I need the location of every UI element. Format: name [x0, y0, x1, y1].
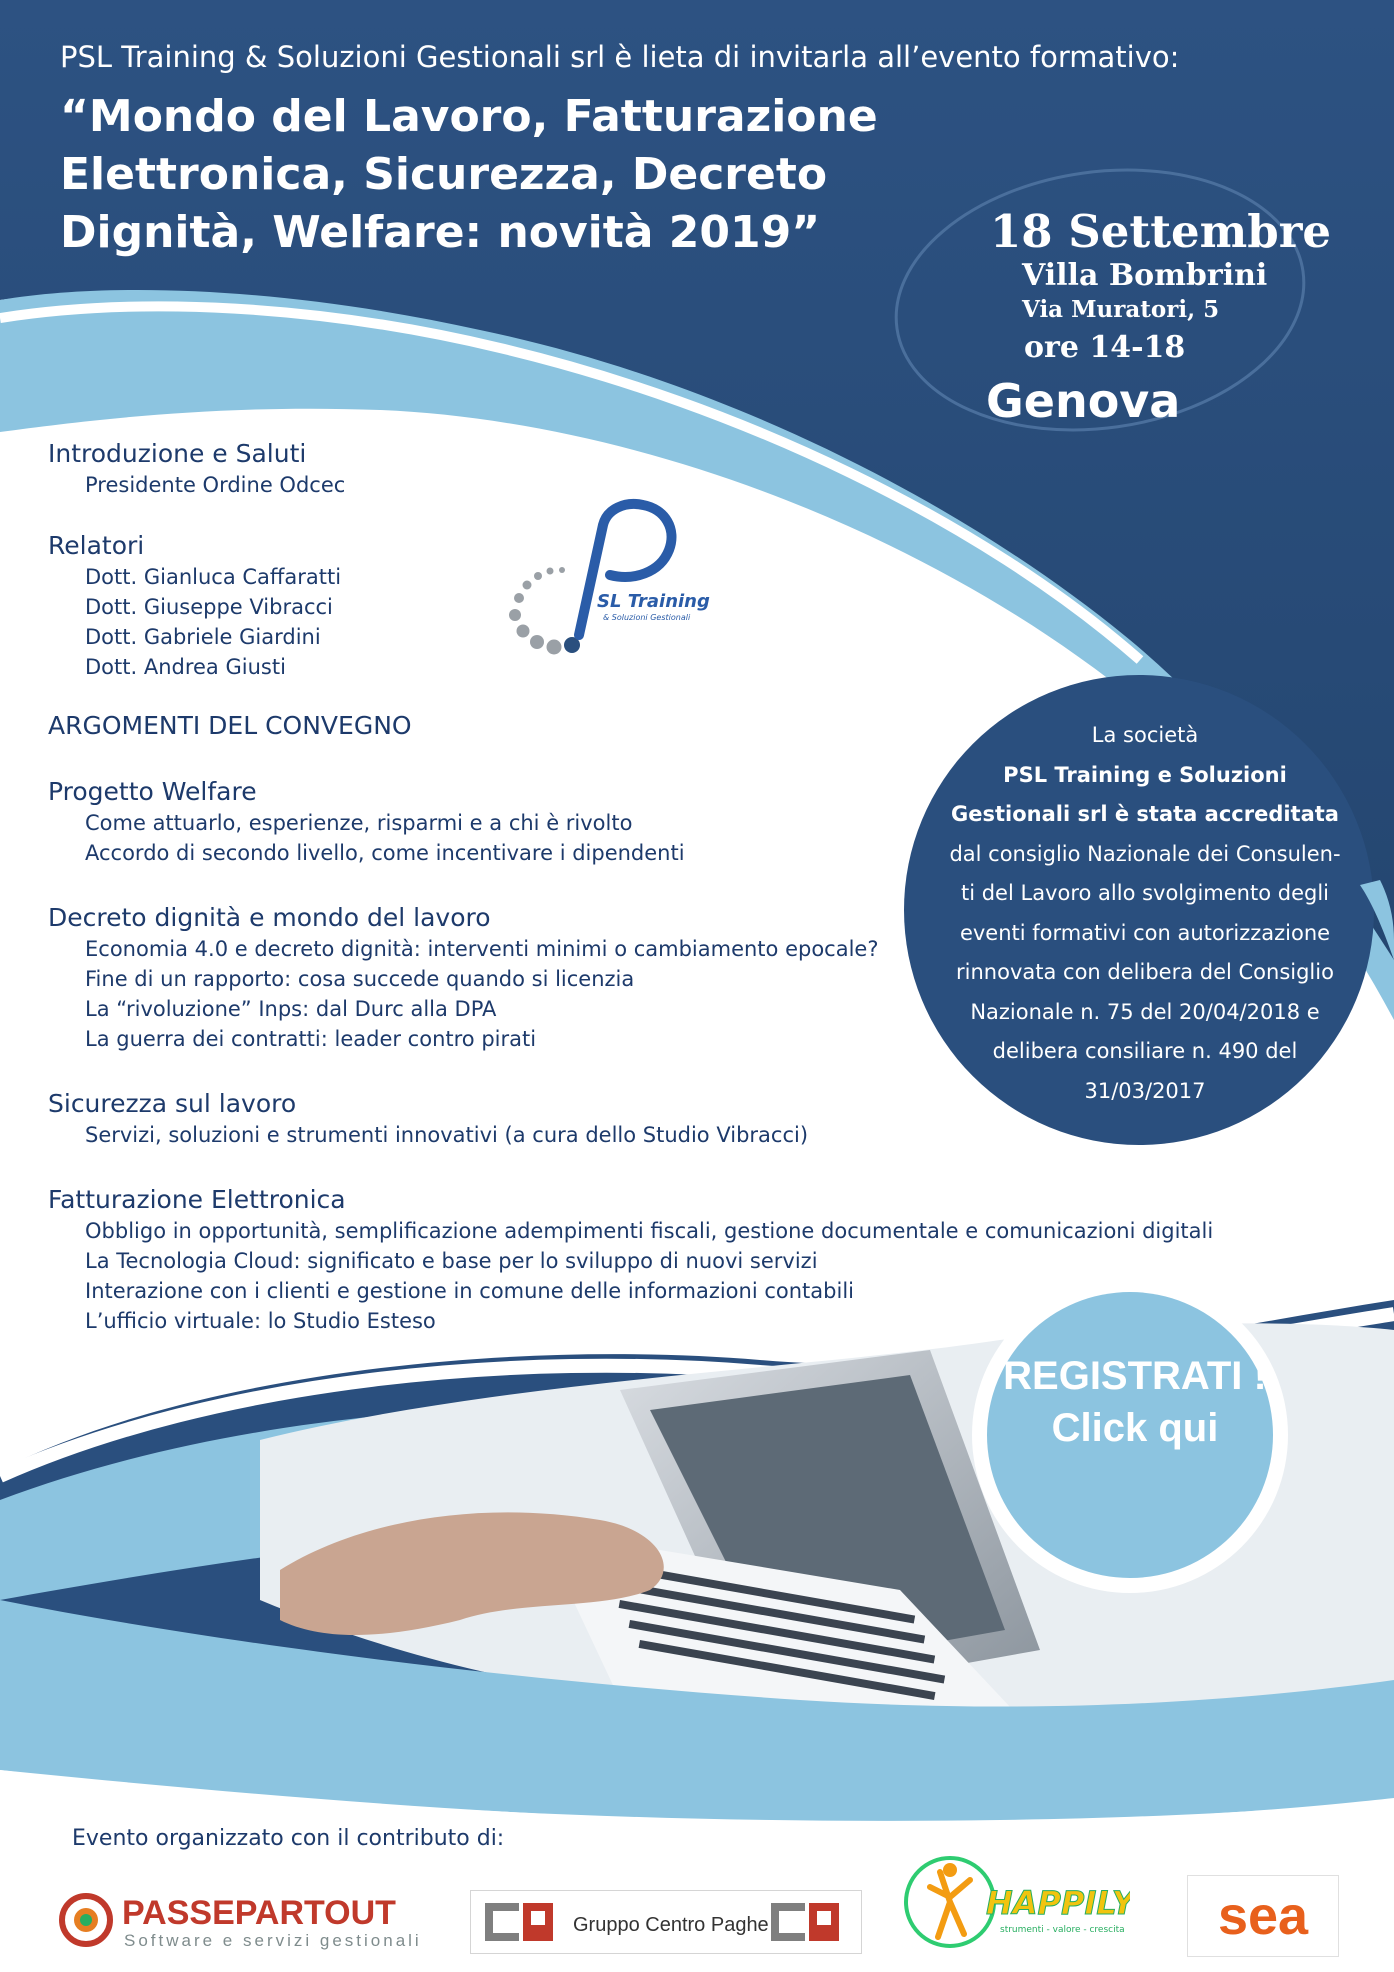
- register-button[interactable]: [1000, 1350, 1270, 1454]
- accreditation-text: [930, 716, 1360, 1111]
- happily-logo: [900, 1852, 1130, 1952]
- centro-paghe-logo-icon: [471, 1891, 861, 1953]
- register-sublabel: Click qui: [1051, 1406, 1219, 1450]
- accreditation-line: rinnovata con delibera del Consiglio: [956, 960, 1334, 984]
- section-item: La guerra dei contratti: leader contro pirati: [85, 1027, 537, 1051]
- passepartout-tagline: Software e servizi gestionali: [124, 1931, 422, 1950]
- happily-tagline: strumenti - valore - crescita: [1000, 1925, 1125, 1935]
- section-heading: Relatori: [48, 531, 145, 560]
- passepartout-logo-icon: [56, 1890, 446, 1950]
- sponsors-caption: Evento organizzato con il contributo di:: [72, 1826, 505, 1851]
- section-item: Dott. Andrea Giusti: [85, 655, 286, 679]
- title-line: “Mondo del Lavoro, Fatturazione: [60, 91, 878, 142]
- psl-logo-icon: [505, 495, 720, 670]
- happily-name: HAPPILY: [986, 1884, 1130, 1922]
- section-item: Servizi, soluzioni e strumenti innovativi (a cura dello Studio Vibracci): [85, 1123, 809, 1147]
- section-heading: Progetto Welfare: [48, 777, 257, 806]
- section-heading: Introduzione e Saluti: [48, 439, 307, 468]
- intro-line: PSL Training & Soluzioni Gestionali srl è lieta di invitarla all’evento formativo:: [60, 40, 1180, 74]
- accreditation-line: Nazionale n. 75 del 20/04/2018 e: [970, 999, 1320, 1024]
- section-item: La “rivoluzione” Inps: dal Durc alla DPA: [85, 997, 497, 1021]
- section-item: Dott. Gianluca Caffaratti: [85, 565, 342, 589]
- section-item: Obbligo in opportunità, semplificazione adempimenti fiscali, gestione documentale e comunicazioni digitali: [85, 1219, 1214, 1243]
- title-line: Dignità, Welfare: novità 2019”: [60, 207, 821, 258]
- sea-logo-icon: [1188, 1876, 1338, 1956]
- sea-name: sea: [1217, 1886, 1309, 1946]
- section-item: Dott. Gabriele Giardini: [85, 625, 321, 649]
- psl-logo-text: SL Training: [597, 591, 710, 612]
- accreditation-line: delibera consiliare n. 490 del: [992, 1039, 1298, 1063]
- section-item: Dott. Giuseppe Vibracci: [85, 595, 333, 619]
- section-heading: Sicurezza sul lavoro: [48, 1089, 297, 1118]
- section-heading: Decreto dignità e mondo del lavoro: [48, 903, 491, 932]
- event-date: 18 Settembre: [990, 205, 1332, 258]
- passepartout-logo: [56, 1890, 446, 1950]
- event-venue: Villa Bombrini: [1022, 258, 1268, 293]
- centro-paghe-name: Gruppo Centro Paghe: [573, 1914, 769, 1936]
- accreditation-line: dal consiglio Nazionale dei Consulen-: [949, 841, 1341, 866]
- happily-logo-icon: [900, 1852, 1130, 1952]
- accreditation-line: eventi formativi con autorizzazione: [959, 920, 1331, 945]
- section-heading: Fatturazione Elettronica: [48, 1185, 346, 1214]
- accreditation-line: ti del Lavoro allo svolgimento degli: [960, 881, 1329, 905]
- section-item: Economia 4.0 e decreto dignità: interventi minimi o cambiamento epocale?: [85, 937, 879, 961]
- event-address: Via Muratori, 5: [1022, 296, 1220, 323]
- event-hours: ore 14-18: [1024, 330, 1186, 365]
- section-item: Come attuarlo, esperienze, risparmi e a chi è rivolto: [85, 811, 633, 835]
- accreditation-line: PSL Training e Soluzioni: [1003, 762, 1287, 787]
- section-item: La Tecnologia Cloud: significato e base per lo sviluppo di nuovi servizi: [85, 1249, 818, 1273]
- event-city: Genova: [986, 374, 1181, 428]
- program-section: [48, 1184, 1308, 1336]
- section-item: Fine di un rapporto: cosa succede quando si licenzia: [85, 967, 635, 991]
- section-item: L’ufficio virtuale: lo Studio Esteso: [85, 1309, 436, 1333]
- accreditation-line: Gestionali srl è stata accreditata: [951, 802, 1339, 826]
- accreditation-line: 31/03/2017: [1084, 1078, 1206, 1103]
- psl-training-logo: [505, 495, 720, 670]
- event-title: [60, 88, 960, 262]
- section-heading: ARGOMENTI DEL CONVEGNO: [48, 711, 412, 740]
- gruppo-centro-paghe-logo: [470, 1890, 862, 1954]
- title-line: Elettronica, Sicurezza, Decreto: [60, 149, 828, 200]
- passepartout-name: PASSEPARTOUT: [122, 1894, 396, 1932]
- section-item: Accordo di secondo livello, come incentivare i dipendenti: [85, 841, 685, 865]
- section-item: Presidente Ordine Odcec: [85, 473, 346, 497]
- program-section: [48, 438, 1308, 500]
- sea-logo: [1187, 1875, 1339, 1957]
- section-item: Interazione con i clienti e gestione in comune delle informazioni contabili: [85, 1279, 854, 1303]
- accreditation-line: La società: [1091, 723, 1199, 747]
- psl-logo-subtext: & Soluzioni Gestionali: [603, 613, 691, 622]
- register-label: REGISTRATI !: [1003, 1354, 1267, 1398]
